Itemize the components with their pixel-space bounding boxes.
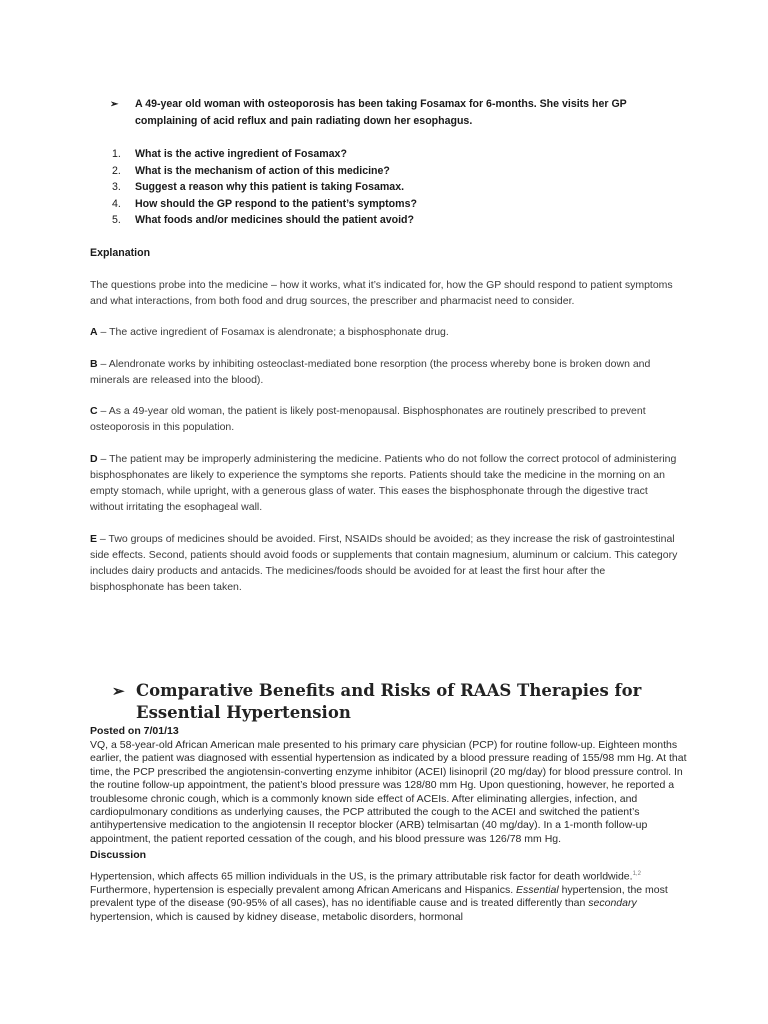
answer-d: D – The patient may be improperly administering the medicine. Patients who do not follow the correct protocol of administering bisphosphonates are likely to experience the symptoms she reports. Patients should take the medicine in the morning on an empty stomach, while upright, with a generous glass of water. This eases the bisphosphonate through the digestive tract without irritating the esophageal wall. [90, 453, 677, 513]
list-item: 3. Suggest a reason why this patient is taking Fosamax. [112, 181, 405, 194]
list-item: 1. What is the active ingredient of Fosamax? [112, 148, 347, 160]
arrow-bullet-icon: ➢ [112, 682, 125, 700]
posted-date: Posted on 7/01/13 [90, 725, 179, 737]
questions-list [110, 146, 417, 229]
case-paragraph: VQ, a 58-year-old African American male presented to his primary care physician (PCP) for routine follow-up. Eighteen months earlier, the patient was diagnosed with essential hypertension as indicated by a blood pressure reading of 155/98 mm Hg. At that time, the PCP prescribed the angiotensin-converting enzyme inhibitor (ACEI) lisinopril (20 mg/day) for blood pressure control. In the routine follow-up appointment, the patient’s blood pressure was 128/80 mm Hg. Upon questioning, however, he reported a troublesome chronic cough, which is a commonly known side effect of ACEIs. After eliminating allergies, infection, and cardiopulmonary conditions as underlying causes, the PCP attributed the cough to the ACEI and switched the patient’s antihypertensive medication to the angiotensin II receptor blocker (ARB) telmisartan (40 mg/day). In a 1-month follow-up appointment, the patient reported cessation of the cough, and his blood pressure was 126/78 mm Hg. [90, 739, 687, 845]
discussion-paragraph: Hypertension, which affects 65 million individuals in the US, is the primary attributable risk factor for death worldwide.$^{1,2}$ Furthermore, hypertension is especially prevalent among African Americans and Hispanics. Essential hypertension, the most prevalent type of the disease (90-95% of all cases), has no identifiable cause and is treated differently than secondary hypertension, which is caused by kidney disease, metabolic disorders, hormonal [90, 870, 668, 923]
answer-c: C – As a 49-year old woman, the patient is likely post-menopausal. Bisphosphonates are routinely prescribed to prevent osteoporosis in this population. [90, 405, 646, 433]
article-title [112, 680, 712, 724]
arrow-bullet-icon: ➢ [110, 99, 119, 110]
answer-a: A – The active ingredient of Fosamax is alendronate; a bisphosphonate drug. [90, 326, 449, 338]
explanation-heading: Explanation [90, 247, 151, 259]
citation-superscript[interactable]: 1,2 [632, 871, 641, 877]
list-item: 4. How should the GP respond to the patient’s symptoms? [112, 197, 417, 210]
discussion-heading: Discussion [90, 849, 147, 861]
answer-e: E – Two groups of medicines should be avoided. First, NSAIDs should be avoided; as they increase the risk of gastrointestinal side effects. Second, patients should avoid foods or supplements that contain magnesium, aluminum or calcium. This category includes dairy products and antacids. The medicines/foods should be avoided for at least the first hour after the bisphosphonate has been taken. [90, 533, 678, 593]
article-title-text: Comparative Benefits and Risks of RAAS Therapies for Essential Hypertension [136, 681, 642, 722]
list-item: 5. What foods and/or medicines should the patient avoid? [112, 214, 414, 227]
list-item: 2. What is the mechanism of action of this medicine? [112, 164, 390, 177]
answer-b: B – Alendronate works by inhibiting osteoclast-mediated bone resorption (the process whereby bone is broken down and minerals are released into the blood). [90, 358, 651, 386]
case-bullet [110, 96, 670, 130]
case-text: A 49-year old woman with osteoporosis has been taking Fosamax for 6-months. She visits her GP complaining of acid reflux and pain radiating down her esophagus. [135, 98, 627, 127]
explanation-intro: The questions probe into the medicine – how it works, what it’s indicated for, how the GP should respond to patient symptoms and what interactions, from both food and drug sources, the prescriber and pharmacist need to consider. [90, 279, 673, 307]
